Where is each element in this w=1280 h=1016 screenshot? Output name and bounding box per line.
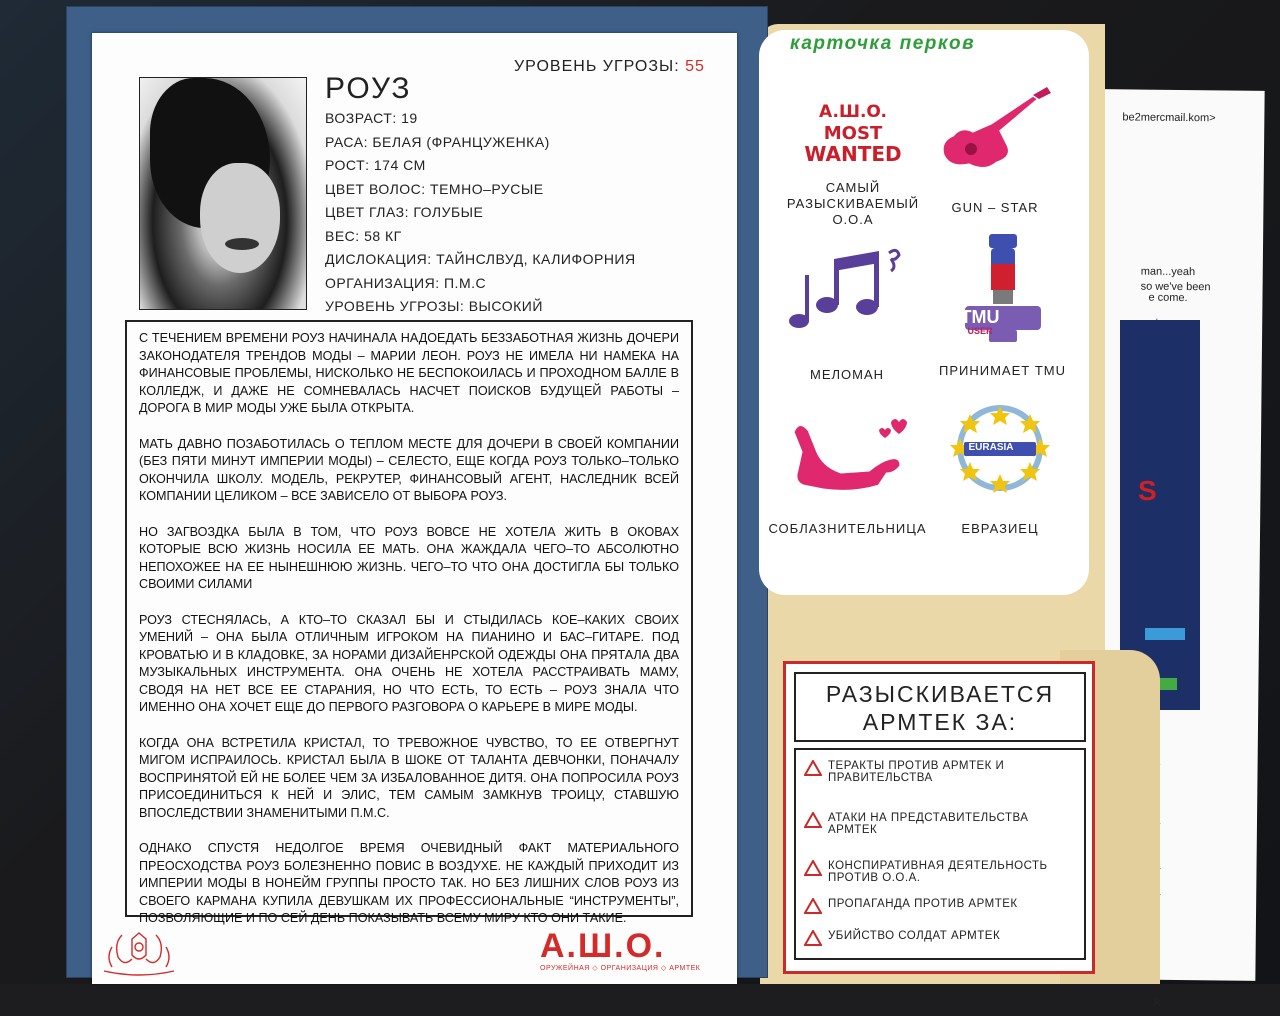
badge-line: MOST bbox=[823, 123, 883, 144]
wanted-title-line: АРМТЕК ЗА: bbox=[862, 709, 1018, 735]
badge-line: TMU bbox=[960, 307, 1000, 327]
perk-label: GUN – STAR bbox=[951, 200, 1039, 215]
bio-paragraph: НО ЗАГВОЗДКА БЫЛА В ТОМ, ЧТО РОУЗ ВОВСЕ НЕ ХОТЕЛА ЖИТЬ В ОКОВАХ КОТОРЫЕ ВСЮ ЖИЗНЬ НОСИЛА ЕЕ МАТЬ. ОНА ЖАЖДАЛА ЧЕГО–ТО АБСОЛЮТНО НЕПОХОЖЕЕ НА ЕЕ НЫНЕШНЮЮ ЖИЗНЬ. ЧЕГО–ТО ЧТО ОНА ДОСТИГЛА БЫ ТОЛЬКО СВОИМИ СИЛАМИ bbox=[139, 524, 679, 591]
perk-label: ПРИНИМАЕТ TMU bbox=[939, 363, 1066, 378]
music-notes-icon bbox=[777, 245, 917, 340]
badge-line: EURASIA bbox=[968, 442, 1014, 453]
subject-name: РОУЗ bbox=[325, 72, 412, 105]
wanted-charge bbox=[804, 760, 1074, 784]
wanted-title bbox=[794, 672, 1086, 742]
awo-logo-subtitle: ОРУЖЕЙНАЯ ◇ ОРГАНИЗАЦИЯ ◇ АРМТЕК bbox=[540, 965, 701, 972]
background-blue-bar bbox=[1145, 628, 1185, 640]
wanted-charge-text: КОНСПИРАТИВНАЯ ДЕЯТЕЛЬНОСТЬ ПРОТИВ О.О.А. bbox=[828, 860, 1048, 884]
crest-emblem-icon bbox=[92, 927, 187, 979]
fact-weight: ВЕС: 58 КГ bbox=[325, 227, 402, 244]
warning-triangle-icon bbox=[804, 930, 822, 946]
perk-label: О.О.А bbox=[832, 212, 874, 227]
fact-hair-color: ЦВЕТ ВОЛОС: ТЕМНО–РУСЫЕ bbox=[325, 180, 544, 197]
perk-label: РАЗЫСКИВАЕМЫЙ bbox=[786, 196, 920, 211]
subject-facts bbox=[325, 110, 636, 322]
bio-paragraph: ОДНАКО СПУСТЯ НЕДОЛГОЕ ВРЕМЯ ОЧЕВИДНЫЙ ФАКТ МАТЕРИАЛЬНОГО ПРЕОСХОДСТВА РОУЗ БОЛЕЗНЕННО ПОВИС В ВОЗДУХЕ. НЕ КАЖДЫЙ ПРИХОДИТ ИЗ ИМПЕРИИ МОДЫ В НОНЕЙМ ГРУППЫ ПРОСТО ТАК. НО БЕЗ ЛИШНИХ СЛОВ РОУЗ ИЗ СВОЕГО КАРМАНА КУПИЛА ДЕВУШКАМ ИХ ПРОФЕССИОНАЛЬНЫЕ “ИНСТРУМЕНТЫ”, ПОЗВОЛЯЮЩИЕ И ПО СЕЙ ДЕНЬ ПОКАЗЫВАТЬ ВСЕМУ МИРУ КТО ОНИ ТАКИЕ. bbox=[139, 841, 679, 925]
wanted-charge bbox=[804, 898, 1074, 914]
perk-most-wanted bbox=[778, 100, 928, 228]
badge-line: WANTED bbox=[804, 142, 902, 166]
most-wanted-badge-icon bbox=[778, 100, 928, 170]
perk-meloman bbox=[772, 245, 922, 383]
perk-gun-star bbox=[930, 85, 1060, 216]
threat-label: УРОВЕНЬ УГРОЗЫ: bbox=[514, 58, 680, 75]
bio-paragraph: РОУЗ СТЕСНЯЛАСЬ, А КТО–ТО СКАЗАЛ БЫ И СТЫДИЛАСЬ КОЕ–КАКИХ СВОИХ УМЕНИЙ – ОНА БЫЛА ОТЛИЧНЫМ ИГРОКОМ НА ПИАНИНО И БАС–ГИТАРЕ. ПОД КРОВАТЬЮ И В КЛАДОВКЕ, ЗА НОРАМИ ДИЗАЙЕНРСКОЙ ОДЕЖДЫ ОНА ПРЯТАЛА ДВА МУЗЫКАЛЬНЫХ ИНСТРУМЕНТА. ОНА ОЧЕНЬ НЕ ХОТЕЛА РАССТРАИВАТЬ МАМУ, СВОДЯ НА НЕТ ВСЕ ЕЕ СТАРАНИЯ, НО ЧТО ЕСТЬ, ТО ЕСТЬ – РОУЗ ЗНАЛА ЧТО ИМЕННО ОНА ХОЧЕТ ЕЩЕ ДО ПЕРВОГО РАЗГОВОРА О КАРЬЕРЕ В МИРЕ МОДЫ. bbox=[139, 612, 679, 714]
warning-triangle-icon bbox=[804, 812, 822, 828]
seductress-silhouette-icon bbox=[783, 412, 913, 500]
fact-race: РАСА: БЕЛАЯ (ФРАНЦУЖЕНКА) bbox=[325, 133, 550, 150]
wanted-charge-text: АТАКИ НА ПРЕДСТАВИТЕЛЬСТВА АРМТЕК bbox=[828, 812, 1029, 836]
threat-value: 55 bbox=[685, 58, 705, 75]
perk-eurasia bbox=[935, 400, 1065, 537]
background-red-letter: S bbox=[1138, 475, 1157, 506]
fact-eye-color: ЦВЕТ ГЛАЗ: ГОЛУБЫЕ bbox=[325, 204, 484, 220]
fact-organization: ОРГАНИЗАЦИЯ: П.М.С bbox=[325, 274, 487, 291]
portrait-face bbox=[200, 163, 280, 273]
awo-logo bbox=[540, 928, 700, 972]
perk-card-title: карточка перков bbox=[790, 33, 976, 54]
bio-paragraph: С ТЕЧЕНИЕМ ВРЕМЕНИ РОУЗ НАЧИНАЛА НАДОЕДАТЬ БЕЗЗАБОТНАЯ ЖИЗНЬ ДОЧЕРИ ЗАКОНОДАТЕЛЯ ТРЕНДОВ МОДЫ – МАРИИ ЛЕОН. РОУЗ НЕ ИМЕЛА НИ НАМЕКА НА ФИНАНСОВЫЕ ПРОБЛЕМЫ, НИСКОЛЬКО НЕ БЕСПОКОИЛАСЬ И ПРОХОДНОМ БАЛЛЕ В КОЛЛЕДЖ, И ДАЖЕ НЕ СОМНЕВАЛАСЬ НАСЧЕТ ПОИСКОВ БУДУЩЕЙ РАБОТЫ – ДОРОГА В МИР МОДЫ УЖЕ БЫЛА ОТКРЫТА. bbox=[139, 331, 679, 415]
vertical-letter: R bbox=[1153, 996, 1161, 1010]
threat-level-header bbox=[514, 58, 705, 76]
warning-triangle-icon bbox=[804, 860, 822, 876]
fact-height: РОСТ: 174 СМ bbox=[325, 157, 426, 173]
wanted-charge-text: УБИЙСТВО СОЛДАТ АРМТЕК bbox=[828, 930, 1001, 942]
wanted-charge-text: ТЕРАКТЫ ПРОТИВ АРМТЕК И ПРАВИТЕЛЬСТВА bbox=[828, 760, 1005, 784]
perk-label: СОБЛАЗНИТЕЛЬНИЦА bbox=[768, 521, 927, 536]
badge-line: A.Ш.O. bbox=[819, 102, 887, 122]
portrait-lips bbox=[225, 238, 259, 250]
wanted-charge bbox=[804, 860, 1074, 884]
wanted-charges-list bbox=[794, 748, 1086, 960]
badge-line: USER bbox=[967, 326, 993, 336]
fact-threat-level: УРОВЕНЬ УГРОЗЫ: ВЫСОКИЙ bbox=[325, 298, 543, 314]
perk-label: ЕВРАЗИЕЦ bbox=[961, 521, 1039, 536]
wanted-charge bbox=[804, 812, 1074, 836]
warning-triangle-icon bbox=[804, 898, 822, 914]
perk-tmu bbox=[930, 232, 1075, 379]
fact-location: ДИСЛОКАЦИЯ: ТАЙНСЛВУД, КАЛИФОРНИЯ bbox=[325, 251, 636, 267]
warning-triangle-icon bbox=[804, 760, 822, 776]
perk-label: САМЫЙ bbox=[825, 180, 881, 195]
chat-line: so we've been bbox=[1140, 280, 1211, 294]
perk-label: МЕЛОМАН bbox=[809, 367, 885, 382]
wanted-charge bbox=[804, 930, 1074, 946]
chat-line: man...yeah bbox=[1140, 265, 1196, 279]
biography-box bbox=[125, 320, 693, 925]
fact-age: ВОЗРАСТ: 19 bbox=[325, 110, 418, 126]
gun-guitar-icon bbox=[935, 85, 1055, 185]
bio-paragraph: КОГДА ОНА ВСТРЕТИЛА КРИСТАЛ, ТО ТРЕВОЖНОЕ ЧУВСТВО, ТО ЕЕ ОТВЕРГНУТ МИГОМ ИСПРАИЛОСЬ. КРИСТАЛ БЫЛА В ШОКЕ ОТ ТАЛАНТА ДЕВЧОНКИ, ПОНАЧАЛУ ВОСПРИНЯТОЙ ЕЙ НЕ БОЛЕЕ ЧЕМ ЗА ИЗБАЛОВАННОЕ ДИТЯ. ОНА ПОПРОСИЛА РОУЗ ПРИСОЕДИНИТЬСЯ К НЕЙ И ЭЛИС, ТЕМ САМЫМ ЗАМКНУВ ТРОИЦУ, СТАВШУЮ ВПОСЛЕДСТВИИ ЗНАМЕНИТЫМИ П.М.С. bbox=[139, 735, 679, 820]
wanted-charge-text: ПРОПАГАНДА ПРОТИВ АРМТЕК bbox=[828, 898, 1018, 910]
chat-line: e come. bbox=[1148, 291, 1188, 305]
email-fragment: be2mercmail.kom> bbox=[1122, 111, 1216, 125]
awo-logo-letters: А.Ш.О. bbox=[540, 927, 666, 965]
bio-paragraph: МАТЬ ДАВНО ПОЗАБОТИЛАСЬ О ТЕПЛОМ МЕСТЕ ДЛЯ ДОЧЕРИ В СВОЕЙ КОМПАНИИ (БЕЗ ПЯТИ МИНУТ ИМПЕРИИ МОДЫ) – СЕЛЕСТО, ЕЩЕ КОГДА РОУЗ ТОЛЬКО–ТОЛЬКО ОКОНЧИЛА ШКОЛУ. МОДЕЛЬ, РЕКРУТЕР, ФИНАНСОВЫЙ АГЕНТ, НАСЛЕДНИК ВСЕЙ КОМПАНИИ ЦЕЛИКОМ – ВСЕ ЗАВИСЕЛО ОТ ВЫБОРА РОУЗ. bbox=[139, 436, 679, 503]
wanted-notice bbox=[783, 661, 1095, 974]
wanted-title-line: РАЗЫСКИВАЕТСЯ bbox=[825, 681, 1055, 707]
perk-seductress bbox=[765, 412, 930, 537]
portrait-photo bbox=[139, 77, 307, 310]
